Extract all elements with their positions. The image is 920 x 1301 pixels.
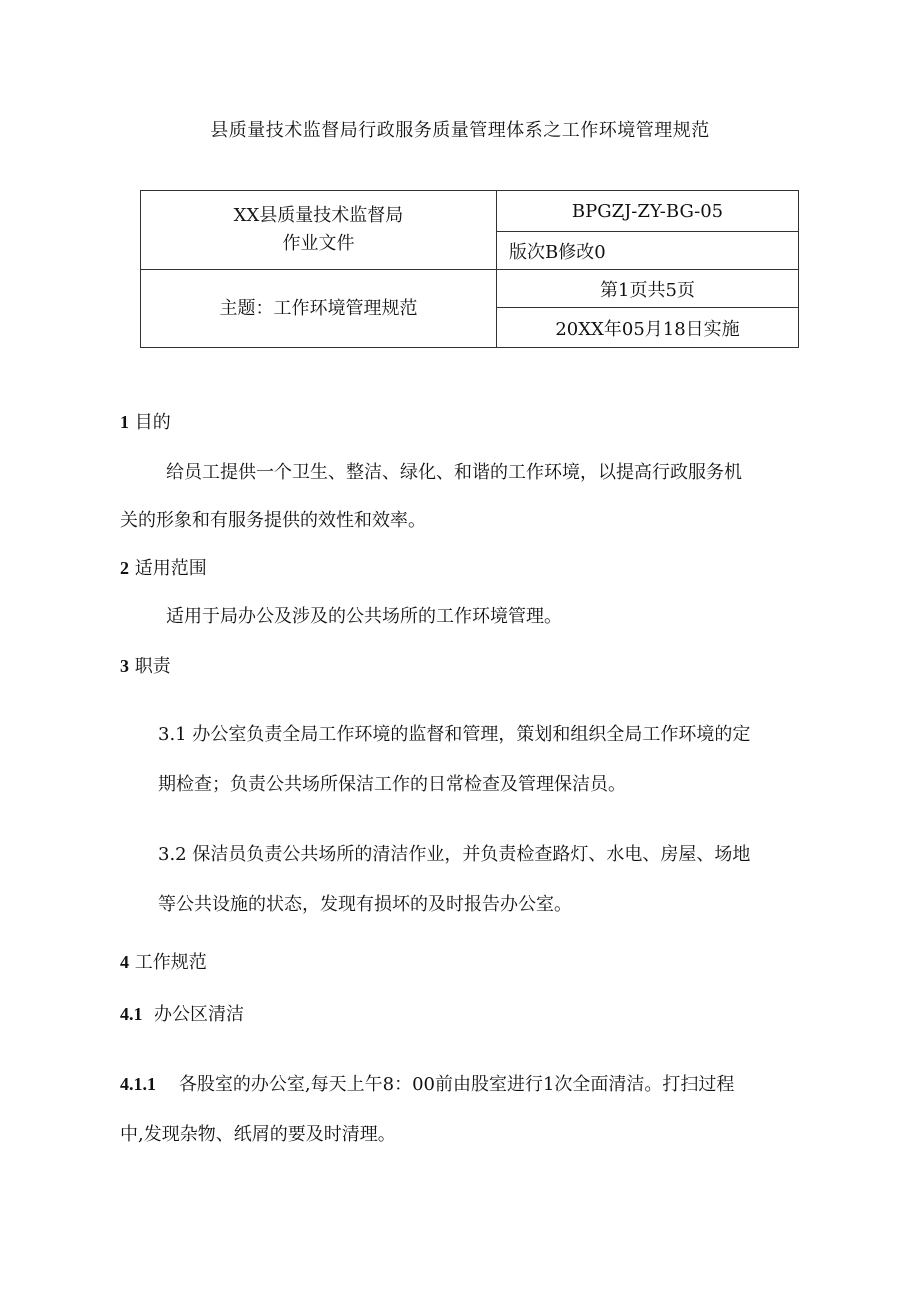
clause-3-1-line: 期检查；负责公共场所保洁工作的日常检查及管理保洁员。 (158, 774, 626, 795)
section-title: 适用范围 (134, 558, 207, 579)
header-effective-date: 20XX年05月18日实施 (497, 308, 799, 348)
section-heading-1 (120, 408, 171, 434)
section-number: 2 (120, 558, 129, 578)
paragraph-line: 适用于局办公及涉及的公共场所的工作环境管理。 (166, 606, 562, 627)
clause-text: 各股室的办公室,每天上午8：00前由股室进行1次全面清洁。打扫过程 (178, 1074, 735, 1095)
clause-4-1-1-line (120, 1070, 734, 1096)
clause-3-2-line: 等公共设施的状态，发现有损坏的及时报告办公室。 (158, 894, 572, 915)
header-doc-code: BPGZJ-ZY-BG-05 (497, 191, 799, 232)
header-organization-name: XX县质量技术监督局 (233, 205, 404, 226)
header-subject: 主题：工作环境管理规范 (141, 270, 497, 348)
clause-3-1-line: 3.1 办公室负责全局工作环境的监督和管理，策划和组织全局工作环境的定 (158, 724, 751, 745)
header-document-type: 作业文件 (282, 233, 355, 254)
section-title: 工作规范 (134, 952, 207, 973)
subsection-heading-4-1 (120, 1000, 244, 1026)
section-title: 职责 (134, 656, 171, 677)
document-title: 县质量技术监督局行政服务质量管理体系之工作环境管理规范 (210, 120, 710, 141)
clause-number: 4.1.1 (120, 1074, 156, 1094)
section-heading-2 (120, 554, 207, 580)
subsection-number: 4.1 (120, 1004, 143, 1024)
paragraph-line: 给员工提供一个卫生、整洁、绿化、和谐的工作环境，以提高行政服务机 (166, 462, 742, 483)
section-number: 1 (120, 412, 129, 432)
section-heading-4 (120, 948, 207, 974)
section-title: 目的 (134, 412, 171, 433)
header-revision: 版次B修改0 (497, 232, 799, 270)
clause-4-1-1-continuation: 中,发现杂物、纸屑的要及时清理。 (120, 1124, 396, 1145)
clause-3-2-line: 3.2 保洁员负责公共场所的清洁作业，并负责检查路灯、水电、房屋、场地 (158, 844, 751, 865)
header-organization-cell (141, 191, 497, 270)
subsection-title: 办公区清洁 (153, 1004, 244, 1025)
section-number: 4 (120, 952, 129, 972)
header-page-info: 第1页共5页 (497, 270, 799, 308)
section-number: 3 (120, 656, 129, 676)
section-heading-3 (120, 652, 171, 678)
document-header-table (140, 190, 799, 348)
paragraph-line: 关的形象和有服务提供的效性和效率。 (120, 510, 426, 531)
